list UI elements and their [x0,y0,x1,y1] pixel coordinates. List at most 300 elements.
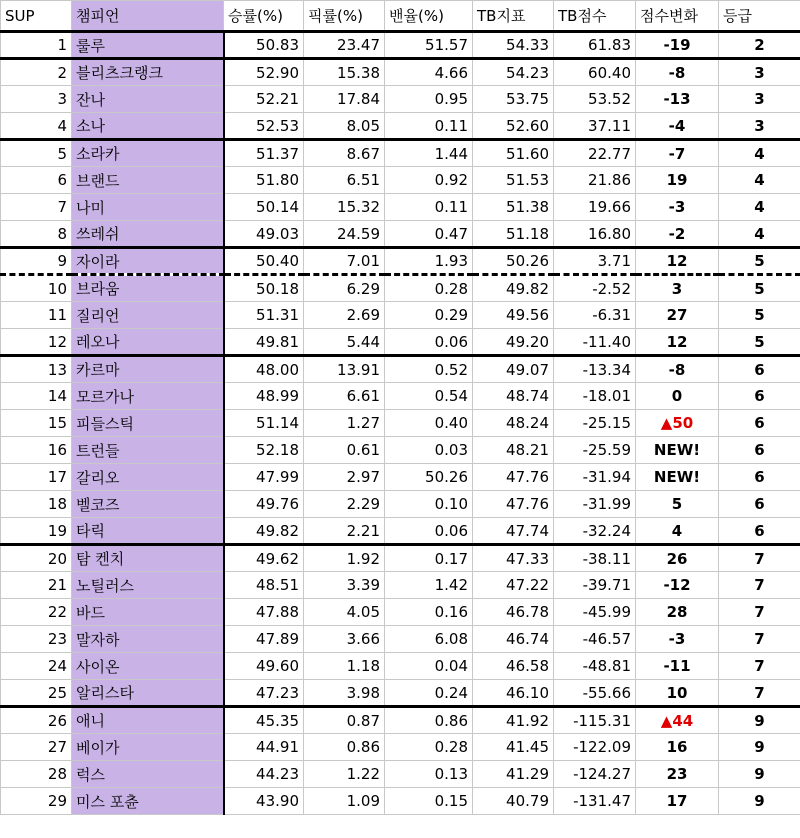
rank-cell: 17 [1,464,72,491]
grade-cell: 3 [719,86,800,113]
tb-index-cell: 53.75 [473,86,554,113]
tb-index-cell: 49.56 [473,302,554,329]
grade-cell: 4 [719,167,800,194]
rank-cell: 20 [1,545,72,572]
rank-cell: 27 [1,734,72,761]
pick-rate-cell: 0.61 [304,437,385,464]
pick-rate-cell: 8.67 [304,140,385,167]
win-rate-cell: 48.99 [224,383,304,410]
tb-score-cell: -31.99 [554,491,636,518]
pick-rate-cell: 3.39 [304,572,385,599]
grade-cell: 7 [719,545,800,572]
grade-cell: 7 [719,599,800,626]
tb-index-cell: 46.78 [473,599,554,626]
win-rate-cell: 47.99 [224,464,304,491]
score-change-cell: 4 [636,518,719,545]
header-sup: SUP [1,1,72,32]
ban-rate-cell: 0.10 [385,491,473,518]
ban-rate-cell: 0.11 [385,113,473,140]
grade-cell: 9 [719,734,800,761]
win-rate-cell: 52.18 [224,437,304,464]
champion-cell: 탐 켄치 [72,545,224,572]
ban-rate-cell: 0.95 [385,86,473,113]
score-change-cell: 12 [636,329,719,356]
tb-score-cell: -55.66 [554,680,636,707]
score-change-cell: NEW! [636,437,719,464]
tb-index-cell: 46.74 [473,626,554,653]
score-change-cell: 3 [636,275,719,302]
score-change-cell: -7 [636,140,719,167]
champion-cell: 노틸러스 [72,572,224,599]
champion-cell: 사이온 [72,653,224,680]
ban-rate-cell: 0.92 [385,167,473,194]
pick-rate-cell: 2.29 [304,491,385,518]
tb-index-cell: 54.33 [473,32,554,59]
rank-cell: 9 [1,248,72,275]
tb-score-cell: -122.09 [554,734,636,761]
tb-score-cell: -25.15 [554,410,636,437]
win-rate-cell: 44.23 [224,761,304,788]
win-rate-cell: 47.23 [224,680,304,707]
table-row [1,383,800,410]
pick-rate-cell: 15.32 [304,194,385,221]
champion-cell: 트런들 [72,437,224,464]
rank-cell: 18 [1,491,72,518]
win-rate-cell: 48.00 [224,356,304,383]
tb-score-cell: -18.01 [554,383,636,410]
tb-score-cell: -25.59 [554,437,636,464]
grade-cell: 7 [719,680,800,707]
score-change-cell: -8 [636,356,719,383]
rank-cell: 29 [1,788,72,815]
tb-index-cell: 41.45 [473,734,554,761]
ban-rate-cell: 0.52 [385,356,473,383]
tb-score-cell: 22.77 [554,140,636,167]
score-change-cell: 19 [636,167,719,194]
score-change-cell: -13 [636,86,719,113]
table-row [1,761,800,788]
score-change-cell: -12 [636,572,719,599]
rank-cell: 26 [1,707,72,734]
win-rate-cell: 49.62 [224,545,304,572]
pick-rate-cell: 7.01 [304,248,385,275]
pick-rate-cell: 6.51 [304,167,385,194]
ban-rate-cell: 0.40 [385,410,473,437]
ban-rate-cell: 0.24 [385,680,473,707]
table-row [1,167,800,194]
table-row [1,680,800,707]
table-row [1,464,800,491]
tb-index-cell: 51.38 [473,194,554,221]
score-change-cell: 26 [636,545,719,572]
ban-rate-cell: 0.16 [385,599,473,626]
tb-score-cell: -6.31 [554,302,636,329]
table-row [1,653,800,680]
win-rate-cell: 49.60 [224,653,304,680]
tb-score-cell: -38.11 [554,545,636,572]
header-grade: 등급 [719,1,800,32]
grade-cell: 7 [719,626,800,653]
score-change-cell: -2 [636,221,719,248]
win-rate-cell: 47.89 [224,626,304,653]
tb-score-cell: -124.27 [554,761,636,788]
tb-score-cell: -46.57 [554,626,636,653]
pick-rate-cell: 2.97 [304,464,385,491]
header-tb-score: TB점수 [554,1,636,32]
tb-index-cell: 52.60 [473,113,554,140]
tb-score-cell: -131.47 [554,788,636,815]
table-row [1,572,800,599]
pick-rate-cell: 3.98 [304,680,385,707]
tb-score-cell: 37.11 [554,113,636,140]
grade-cell: 9 [719,788,800,815]
rank-cell: 16 [1,437,72,464]
win-rate-cell: 51.37 [224,140,304,167]
pick-rate-cell: 17.84 [304,86,385,113]
tb-index-cell: 51.53 [473,167,554,194]
score-change-cell: 0 [636,383,719,410]
ban-rate-cell: 0.28 [385,275,473,302]
tb-index-cell: 49.07 [473,356,554,383]
pick-rate-cell: 0.87 [304,707,385,734]
pick-rate-cell: 23.47 [304,32,385,59]
ban-rate-cell: 0.29 [385,302,473,329]
pick-rate-cell: 1.22 [304,761,385,788]
tb-index-cell: 48.24 [473,410,554,437]
tb-score-cell: 53.52 [554,86,636,113]
tb-index-cell: 41.29 [473,761,554,788]
champion-cell: 바드 [72,599,224,626]
table-row [1,113,800,140]
table-row [1,329,800,356]
score-change-cell: -11 [636,653,719,680]
win-rate-cell: 45.35 [224,707,304,734]
grade-cell: 6 [719,464,800,491]
grade-cell: 5 [719,248,800,275]
tb-index-cell: 47.74 [473,518,554,545]
win-rate-cell: 49.03 [224,221,304,248]
win-rate-cell: 49.81 [224,329,304,356]
champion-cell: 자이라 [72,248,224,275]
tb-score-cell: -45.99 [554,599,636,626]
champion-cell: 질리언 [72,302,224,329]
win-rate-cell: 52.90 [224,59,304,86]
grade-cell: 3 [719,113,800,140]
champion-cell: 쓰레쉬 [72,221,224,248]
champion-cell: 잔나 [72,86,224,113]
rank-cell: 19 [1,518,72,545]
rank-cell: 2 [1,59,72,86]
champion-cell: 타릭 [72,518,224,545]
grade-cell: 7 [719,653,800,680]
win-rate-cell: 52.53 [224,113,304,140]
pick-rate-cell: 1.09 [304,788,385,815]
rank-cell: 5 [1,140,72,167]
pick-rate-cell: 1.92 [304,545,385,572]
win-rate-cell: 50.14 [224,194,304,221]
score-change-cell: -19 [636,32,719,59]
rank-cell: 25 [1,680,72,707]
score-change-cell: -3 [636,194,719,221]
rank-cell: 10 [1,275,72,302]
table-body [1,32,800,815]
pick-rate-cell: 13.91 [304,356,385,383]
grade-cell: 2 [719,32,800,59]
tb-score-cell: -31.94 [554,464,636,491]
grade-cell: 6 [719,491,800,518]
table-row [1,707,800,734]
grade-cell: 3 [719,59,800,86]
rank-cell: 22 [1,599,72,626]
ban-rate-cell: 0.13 [385,761,473,788]
pick-rate-cell: 0.86 [304,734,385,761]
tb-score-cell: -11.40 [554,329,636,356]
ban-rate-cell: 1.44 [385,140,473,167]
header-score-change: 점수변화 [636,1,719,32]
pick-rate-cell: 1.27 [304,410,385,437]
ban-rate-cell: 50.26 [385,464,473,491]
tb-score-cell: 3.71 [554,248,636,275]
tb-index-cell: 40.79 [473,788,554,815]
table-row [1,356,800,383]
ban-rate-cell: 0.17 [385,545,473,572]
score-change-cell: 16 [636,734,719,761]
tb-index-cell: 48.21 [473,437,554,464]
ban-rate-cell: 51.57 [385,32,473,59]
champion-cell: 블리츠크랭크 [72,59,224,86]
rank-cell: 14 [1,383,72,410]
ban-rate-cell: 0.06 [385,518,473,545]
champion-cell: 피들스틱 [72,410,224,437]
score-change-cell: 17 [636,788,719,815]
grade-cell: 4 [719,194,800,221]
tb-score-cell: 60.40 [554,59,636,86]
score-change-cell: 12 [636,248,719,275]
rank-cell: 28 [1,761,72,788]
score-change-cell: -3 [636,626,719,653]
header-win-rate: 승률(%) [224,1,304,32]
ban-rate-cell: 1.93 [385,248,473,275]
rank-cell: 12 [1,329,72,356]
champion-cell: 소라카 [72,140,224,167]
win-rate-cell: 49.76 [224,491,304,518]
tb-score-cell: -13.34 [554,356,636,383]
pick-rate-cell: 6.29 [304,275,385,302]
ban-rate-cell: 4.66 [385,59,473,86]
pick-rate-cell: 2.21 [304,518,385,545]
rank-cell: 21 [1,572,72,599]
score-change-cell: ▲44 [636,707,719,734]
pick-rate-cell: 2.69 [304,302,385,329]
tb-score-cell: 21.86 [554,167,636,194]
score-change-cell: ▲50 [636,410,719,437]
score-change-cell: 5 [636,491,719,518]
table-row [1,248,800,275]
win-rate-cell: 51.80 [224,167,304,194]
tb-score-cell: -2.52 [554,275,636,302]
ban-rate-cell: 6.08 [385,626,473,653]
table-row [1,734,800,761]
table-row [1,140,800,167]
ban-rate-cell: 0.15 [385,788,473,815]
table-row [1,545,800,572]
header-pick-rate: 픽률(%) [304,1,385,32]
grade-cell: 4 [719,140,800,167]
win-rate-cell: 47.88 [224,599,304,626]
grade-cell: 5 [719,329,800,356]
win-rate-cell: 44.91 [224,734,304,761]
table-row [1,626,800,653]
rank-cell: 8 [1,221,72,248]
grade-cell: 9 [719,707,800,734]
table-row [1,275,800,302]
score-change-cell: -8 [636,59,719,86]
pick-rate-cell: 3.66 [304,626,385,653]
header-ban-rate: 밴율(%) [385,1,473,32]
pick-rate-cell: 15.38 [304,59,385,86]
tb-score-cell: 19.66 [554,194,636,221]
champion-cell: 룰루 [72,32,224,59]
win-rate-cell: 50.40 [224,248,304,275]
grade-cell: 6 [719,518,800,545]
champion-cell: 럭스 [72,761,224,788]
win-rate-cell: 49.82 [224,518,304,545]
champion-cell: 알리스타 [72,680,224,707]
grade-cell: 9 [719,761,800,788]
rank-cell: 7 [1,194,72,221]
table-row [1,194,800,221]
champion-cell: 미스 포츈 [72,788,224,815]
rank-cell: 24 [1,653,72,680]
table-row [1,32,800,59]
table-row [1,59,800,86]
table-row [1,788,800,815]
grade-cell: 5 [719,275,800,302]
ban-rate-cell: 0.86 [385,707,473,734]
ban-rate-cell: 0.04 [385,653,473,680]
tb-index-cell: 51.18 [473,221,554,248]
table-row [1,86,800,113]
grade-cell: 6 [719,356,800,383]
rank-cell: 23 [1,626,72,653]
pick-rate-cell: 8.05 [304,113,385,140]
win-rate-cell: 50.83 [224,32,304,59]
grade-cell: 5 [719,302,800,329]
header-tb-index: TB지표 [473,1,554,32]
tb-score-cell: -39.71 [554,572,636,599]
win-rate-cell: 48.51 [224,572,304,599]
ban-rate-cell: 0.54 [385,383,473,410]
rank-cell: 15 [1,410,72,437]
header-row [1,1,800,32]
champion-cell: 베이가 [72,734,224,761]
score-change-cell: 27 [636,302,719,329]
champion-cell: 레오나 [72,329,224,356]
champion-cell: 카르마 [72,356,224,383]
rank-cell: 13 [1,356,72,383]
table-row [1,437,800,464]
win-rate-cell: 52.21 [224,86,304,113]
grade-cell: 4 [719,221,800,248]
champion-cell: 브라움 [72,275,224,302]
tb-index-cell: 51.60 [473,140,554,167]
tb-index-cell: 47.76 [473,464,554,491]
champion-cell: 말자하 [72,626,224,653]
ban-rate-cell: 0.03 [385,437,473,464]
tb-index-cell: 49.20 [473,329,554,356]
champion-cell: 소나 [72,113,224,140]
champion-cell: 갈리오 [72,464,224,491]
tb-score-cell: 61.83 [554,32,636,59]
pick-rate-cell: 4.05 [304,599,385,626]
champion-cell: 모르가나 [72,383,224,410]
tb-index-cell: 49.82 [473,275,554,302]
score-change-cell: NEW! [636,464,719,491]
tb-index-cell: 46.58 [473,653,554,680]
ban-rate-cell: 0.11 [385,194,473,221]
grade-cell: 6 [719,437,800,464]
grade-cell: 7 [719,572,800,599]
table-row [1,410,800,437]
rank-cell: 6 [1,167,72,194]
score-change-cell: -4 [636,113,719,140]
tb-index-cell: 50.26 [473,248,554,275]
pick-rate-cell: 5.44 [304,329,385,356]
ban-rate-cell: 0.06 [385,329,473,356]
rank-cell: 1 [1,32,72,59]
header-champion: 챔피언 [72,1,224,32]
table-row [1,599,800,626]
win-rate-cell: 50.18 [224,275,304,302]
table-row [1,518,800,545]
table-row [1,491,800,518]
tb-index-cell: 47.33 [473,545,554,572]
tb-index-cell: 41.92 [473,707,554,734]
win-rate-cell: 43.90 [224,788,304,815]
rank-cell: 11 [1,302,72,329]
ban-rate-cell: 1.42 [385,572,473,599]
tb-index-cell: 46.10 [473,680,554,707]
champion-cell: 애니 [72,707,224,734]
tb-index-cell: 47.76 [473,491,554,518]
win-rate-cell: 51.31 [224,302,304,329]
grade-cell: 6 [719,383,800,410]
score-change-cell: 28 [636,599,719,626]
champion-cell: 브랜드 [72,167,224,194]
ban-rate-cell: 0.28 [385,734,473,761]
tb-score-cell: -48.81 [554,653,636,680]
table-row [1,302,800,329]
ban-rate-cell: 0.47 [385,221,473,248]
tb-score-cell: -115.31 [554,707,636,734]
tb-index-cell: 47.22 [473,572,554,599]
tb-score-cell: -32.24 [554,518,636,545]
rank-cell: 3 [1,86,72,113]
table-row [1,221,800,248]
grade-cell: 6 [719,410,800,437]
rank-cell: 4 [1,113,72,140]
score-change-cell: 23 [636,761,719,788]
pick-rate-cell: 24.59 [304,221,385,248]
pick-rate-cell: 6.61 [304,383,385,410]
champion-cell: 벨코즈 [72,491,224,518]
win-rate-cell: 51.14 [224,410,304,437]
tb-index-cell: 54.23 [473,59,554,86]
tb-score-cell: 16.80 [554,221,636,248]
pick-rate-cell: 1.18 [304,653,385,680]
score-change-cell: 10 [636,680,719,707]
tb-index-cell: 48.74 [473,383,554,410]
